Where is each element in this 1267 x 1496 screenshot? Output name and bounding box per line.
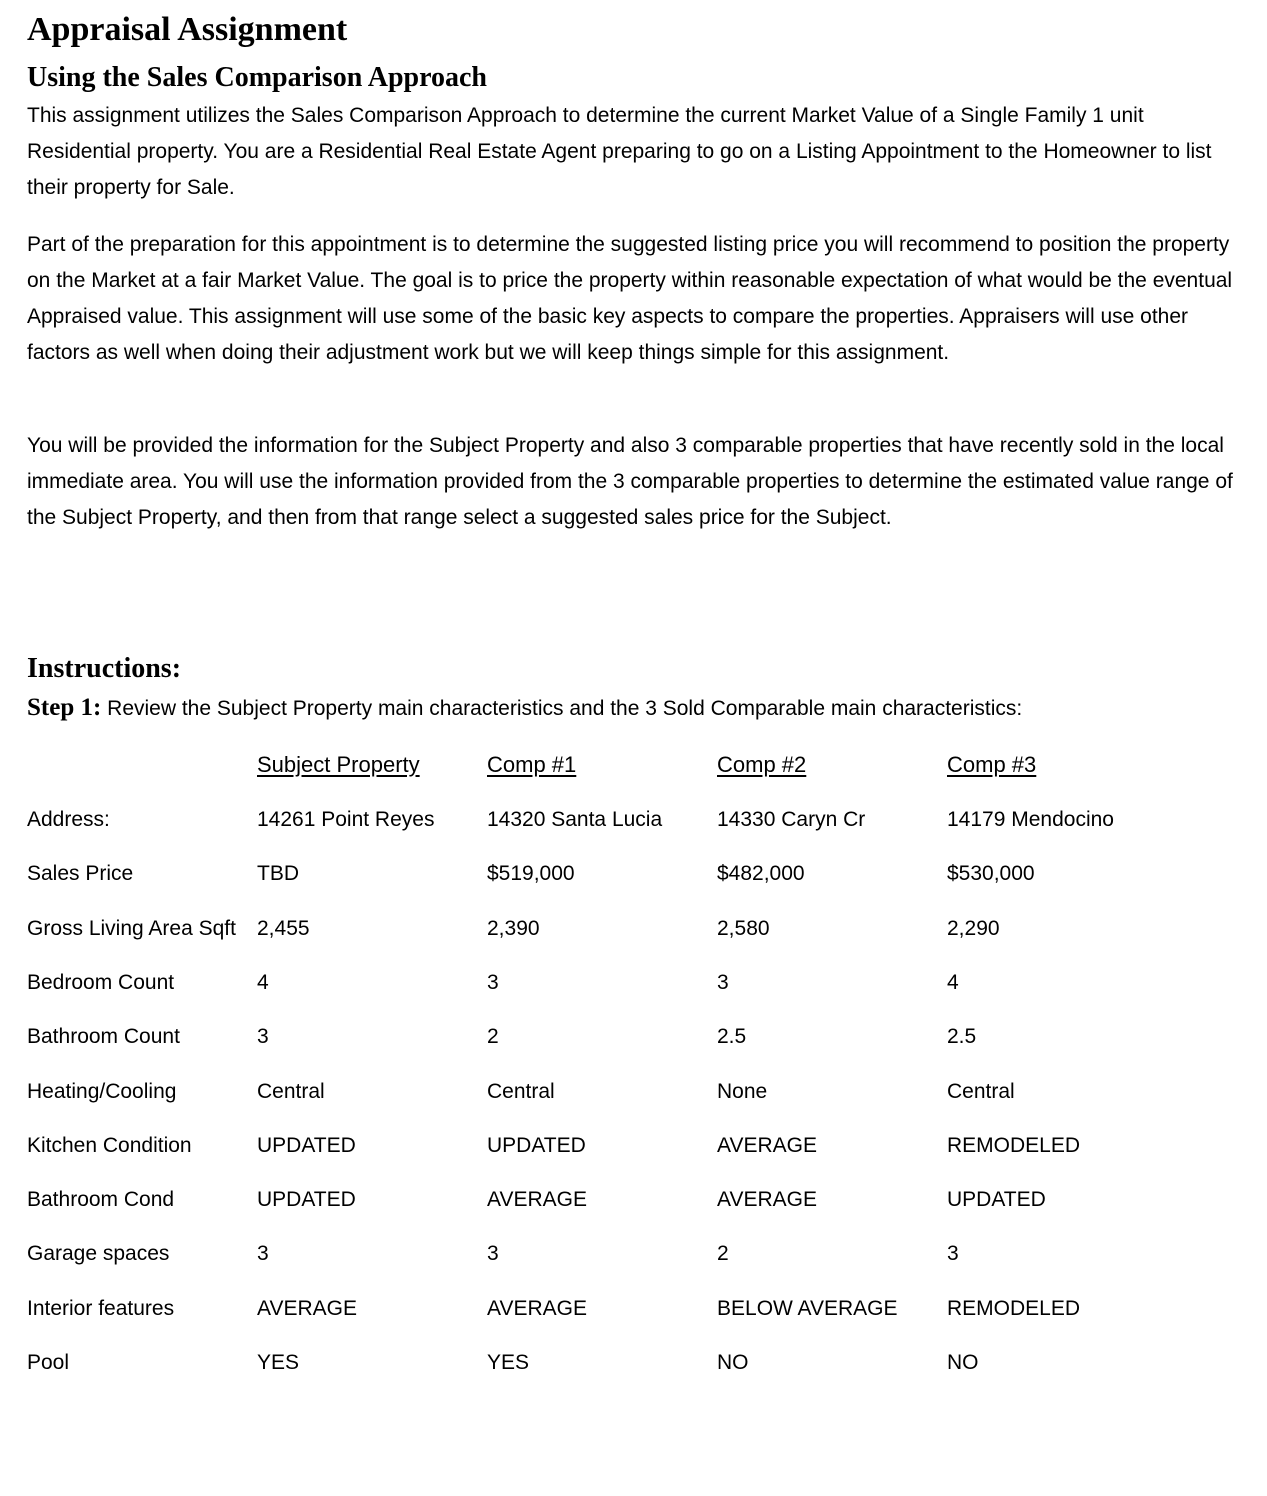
comp-3-value: 2.5 — [947, 1025, 977, 1048]
document-subtitle: Using the Sales Comparison Approach — [27, 62, 488, 93]
comp-2-value: AVERAGE — [717, 1134, 817, 1157]
subject-value: UPDATED — [257, 1188, 356, 1211]
document-title: Appraisal Assignment — [27, 11, 348, 48]
subject-value: YES — [257, 1351, 300, 1374]
comp-2-value: $482,000 — [717, 862, 805, 885]
row-label: Kitchen Condition — [27, 1134, 192, 1157]
header-comp-2: Comp #2 — [717, 752, 807, 777]
comp-3-value: REMODELED — [947, 1297, 1081, 1320]
row-label: Bedroom Count — [27, 971, 175, 994]
comp-2-value: NO — [717, 1351, 749, 1374]
comp-2-value: 14330 Caryn Cr — [717, 808, 866, 831]
comp-3-value: UPDATED — [947, 1188, 1046, 1211]
row-label: Sales Price — [27, 862, 134, 885]
subject-value: UPDATED — [257, 1134, 356, 1157]
subject-value: 14261 Point Reyes — [257, 808, 435, 831]
comp-1-value: 2 — [487, 1025, 499, 1048]
comparables-paragraph: You will be provided the information for the Subject Property and also 3 comparable properties that have recently sold in the local immediate area. You will use the information provided from the 3 comparable properties to determine the estimated value range of the Subject Property, and then from that range select a suggested sales price for the Subject. — [27, 434, 1233, 529]
comp-2-value: 2.5 — [717, 1025, 747, 1048]
comp-3-value: 4 — [947, 971, 959, 994]
instructions-heading: Instructions: — [27, 653, 182, 684]
row-label: Bathroom Count — [27, 1025, 180, 1048]
comp-1-value: 2,390 — [487, 917, 540, 940]
comp-3-value: 3 — [947, 1242, 959, 1265]
subject-value: AVERAGE — [257, 1297, 357, 1320]
intro-paragraph: This assignment utilizes the Sales Comparison Approach to determine the current Market Value of a Single Family 1 unit Residential property. You are a Residential Real Estate Agent preparing to go on a Listing Appointment to the Homeowner to list their property for Sale. — [27, 104, 1212, 199]
comp-2-value: AVERAGE — [717, 1188, 817, 1211]
comp-3-value: REMODELED — [947, 1134, 1081, 1157]
subject-value: TBD — [257, 862, 299, 885]
row-label: Garage spaces — [27, 1242, 170, 1265]
subject-value: 3 — [257, 1025, 269, 1048]
header-subject-property: Subject Property — [257, 752, 420, 777]
comp-2-value: BELOW AVERAGE — [717, 1297, 898, 1320]
comp-2-value: 2,580 — [717, 917, 770, 940]
row-label: Address: — [27, 808, 110, 831]
comp-1-value: AVERAGE — [487, 1297, 587, 1320]
subject-value: 3 — [257, 1242, 269, 1265]
preparation-paragraph: Part of the preparation for this appointment is to determine the suggested listing price you will recommend to position the property on the Market at a fair Market Value. The goal is to price the property within reasonable expectation of what would be the eventual Appraised value. This assignment will use some of the basic key aspects to compare the properties. Appraisers will use other factors as well when doing their adjustment work but we will keep things simple for this assignment. — [27, 233, 1233, 364]
step-1-label: Step 1: — [27, 694, 102, 721]
comp-1-value: 3 — [487, 1242, 499, 1265]
comp-1-value: $519,000 — [487, 862, 575, 885]
comp-2-value: None — [717, 1080, 768, 1103]
step-1-text: Review the Subject Property main characteristics and the 3 Sold Comparable main characteristics: — [101, 697, 1023, 720]
row-label: Interior features — [27, 1297, 175, 1320]
row-label: Bathroom Cond — [27, 1188, 175, 1211]
subject-value: Central — [257, 1080, 325, 1103]
comp-3-value: 2,290 — [947, 917, 1000, 940]
comp-1-value: 14320 Santa Lucia — [487, 808, 663, 831]
comp-3-value: Central — [947, 1080, 1015, 1103]
subject-value: 2,455 — [257, 917, 310, 940]
comp-1-value: 3 — [487, 971, 499, 994]
comp-1-value: YES — [487, 1351, 530, 1374]
comp-1-value: Central — [487, 1080, 555, 1103]
row-label: Heating/Cooling — [27, 1080, 177, 1103]
comp-3-value: $530,000 — [947, 862, 1035, 885]
comparison-table — [27, 0, 1242, 1496]
row-label: Pool — [27, 1351, 70, 1374]
comp-1-value: UPDATED — [487, 1134, 586, 1157]
comp-3-value: 14179 Mendocino — [947, 808, 1114, 831]
subject-value: 4 — [257, 971, 269, 994]
comp-2-value: 2 — [717, 1242, 729, 1265]
comp-1-value: AVERAGE — [487, 1188, 587, 1211]
header-comp-3: Comp #3 — [947, 752, 1037, 777]
comp-3-value: NO — [947, 1351, 979, 1374]
comp-2-value: 3 — [717, 971, 729, 994]
header-comp-1: Comp #1 — [487, 752, 577, 777]
row-label: Gross Living Area Sqft — [27, 917, 236, 940]
